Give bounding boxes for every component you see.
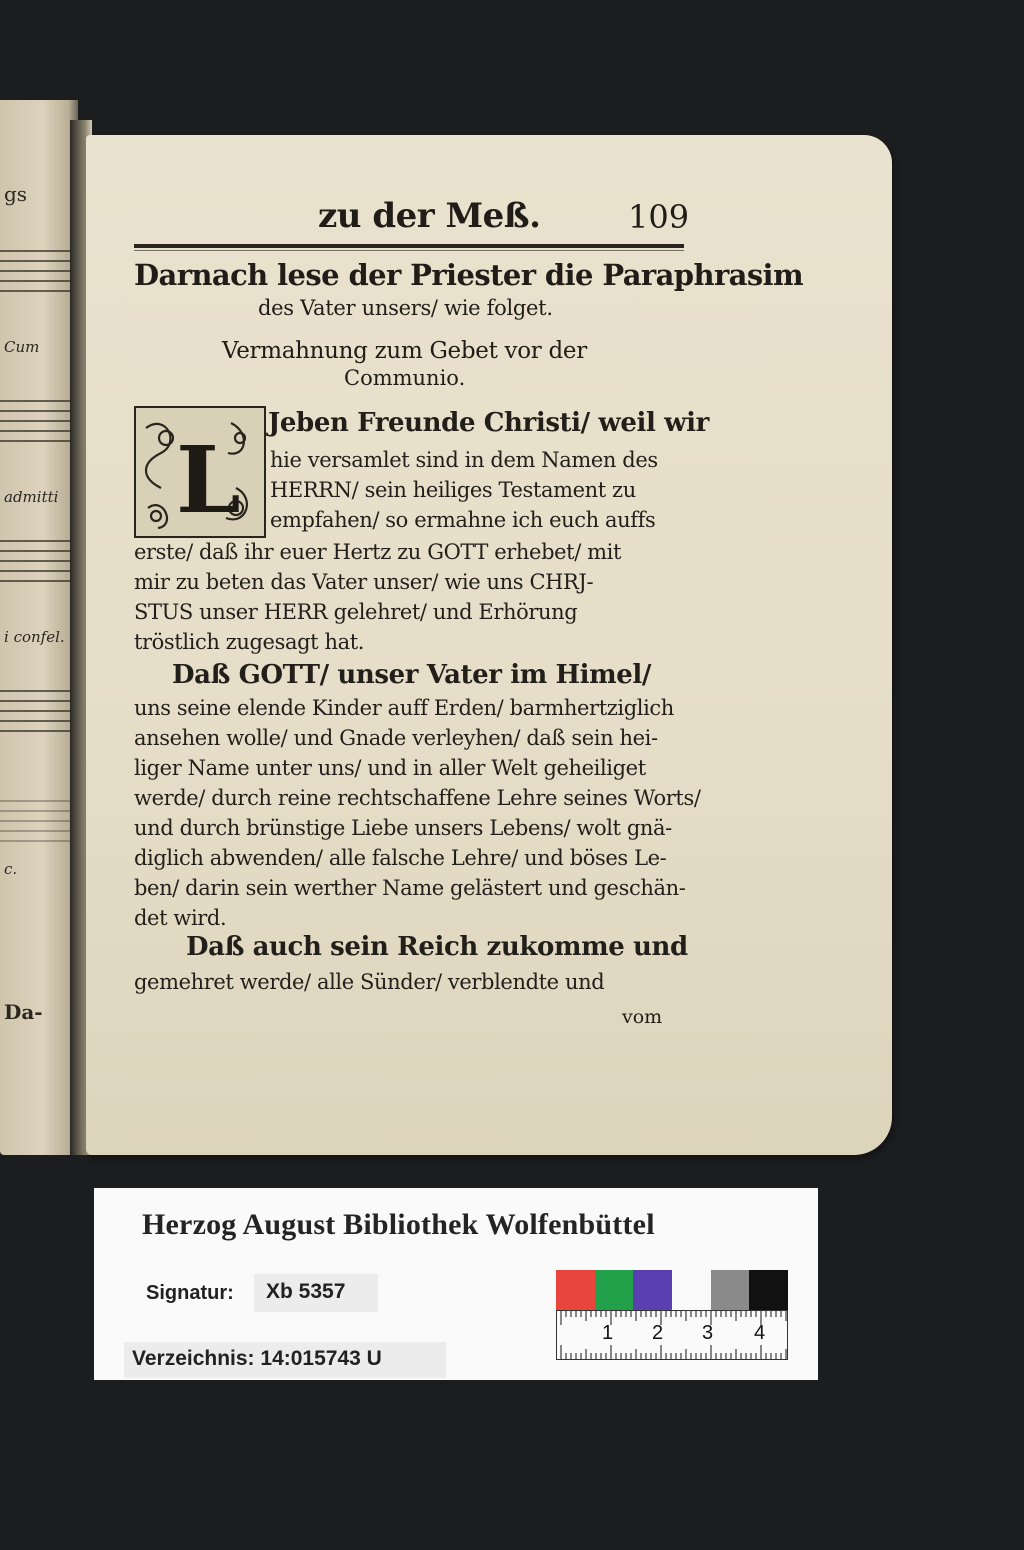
- ruler-number: 2: [652, 1322, 664, 1344]
- color-swatch-red: [556, 1270, 595, 1310]
- text-line: mir zu beten das Vater unser/ wie uns CHRJ-: [134, 570, 594, 594]
- rubric-line: Darnach lese der Priester die Paraphrasim: [134, 258, 804, 292]
- header-rule: [134, 244, 684, 248]
- catchword: vom: [622, 1006, 663, 1028]
- ruler-number: 3: [702, 1322, 714, 1344]
- text-line: ben/ darin sein werther Name gelästert und geschän-: [134, 876, 686, 900]
- library-title: Herzog August Bibliothek Wolfenbüttel: [142, 1208, 655, 1241]
- color-swatch-green: [595, 1270, 634, 1310]
- ruler-number: 4: [754, 1322, 766, 1344]
- color-swatch-blue: [633, 1270, 672, 1310]
- text-line: gemehret werde/ alle Sünder/ verblendte und: [134, 970, 605, 994]
- color-swatch-gray: [711, 1270, 750, 1310]
- text-line: liger Name unter uns/ und in aller Welt geheiliget: [134, 756, 646, 780]
- left-fragment-text: gs: [4, 182, 28, 206]
- text-line: erste/ daß ihr euer Hertz zu GOTT erhebet/ mit: [134, 540, 622, 564]
- page-number: 109: [628, 198, 690, 236]
- left-fragment-text: i confel.: [4, 628, 65, 646]
- initial-letter: L: [176, 426, 241, 534]
- text-line: Daß GOTT/ unser Vater im Himel/: [172, 660, 651, 690]
- left-fragment-text: c.: [4, 860, 18, 878]
- music-staff: [0, 540, 70, 590]
- text-line: und durch brünstige Liebe unsers Lebens/ wolt gnä-: [134, 816, 672, 840]
- left-page-fragment: [0, 100, 78, 1155]
- text-line: det wird.: [134, 906, 227, 930]
- text-line: STUS unser HERR gelehret/ und Erhörung: [134, 600, 578, 624]
- left-fragment-text: Cum: [4, 338, 40, 356]
- left-fragment-text: admitti: [4, 488, 59, 506]
- text-line: Daß auch sein Reich zukomme und: [186, 932, 688, 962]
- text-line: uns seine elende Kinder auff Erden/ barmhertziglich: [134, 696, 674, 720]
- header-rule: [134, 250, 684, 251]
- section-heading: Communio.: [344, 366, 466, 390]
- music-staff: [0, 690, 70, 740]
- running-head: zu der Meß.: [318, 196, 541, 236]
- signatur-value: Xb 5357: [266, 1280, 346, 1303]
- ruler-number: 1: [602, 1322, 614, 1344]
- color-swatch-black: [749, 1270, 788, 1310]
- signatur-label: Signatur:: [146, 1282, 234, 1304]
- rubric-line: des Vater unsers/ wie folget.: [258, 296, 553, 320]
- left-fragment-text: Da-: [4, 1000, 43, 1024]
- music-staff: [0, 250, 70, 300]
- text-line: empfahen/ so ermahne ich euch auffs: [270, 508, 656, 532]
- color-swatch-white: [672, 1270, 711, 1310]
- text-line: werde/ durch reine rechtschaffene Lehre seines Worts/: [134, 786, 701, 810]
- text-line: ansehen wolle/ und Gnade verleyhen/ daß sein hei-: [134, 726, 658, 750]
- decorated-initial: [134, 406, 266, 538]
- text-line: tröstlich zugesagt hat.: [134, 630, 365, 654]
- music-staff: [0, 800, 70, 850]
- music-staff: [0, 400, 70, 450]
- text-line: Jeben Freunde Christi/ weil wir: [268, 408, 709, 438]
- text-line: hie versamlet sind in dem Namen des: [270, 448, 658, 472]
- section-heading: Vermahnung zum Gebet vor der: [222, 338, 587, 364]
- verzeichnis-value: Verzeichnis: 14:015743 U: [132, 1347, 382, 1370]
- color-calibration-strip: [556, 1270, 788, 1310]
- text-line: diglich abwenden/ alle falsche Lehre/ und böses Le-: [134, 846, 667, 870]
- text-line: HERRN/ sein heiliges Testament zu: [270, 478, 636, 502]
